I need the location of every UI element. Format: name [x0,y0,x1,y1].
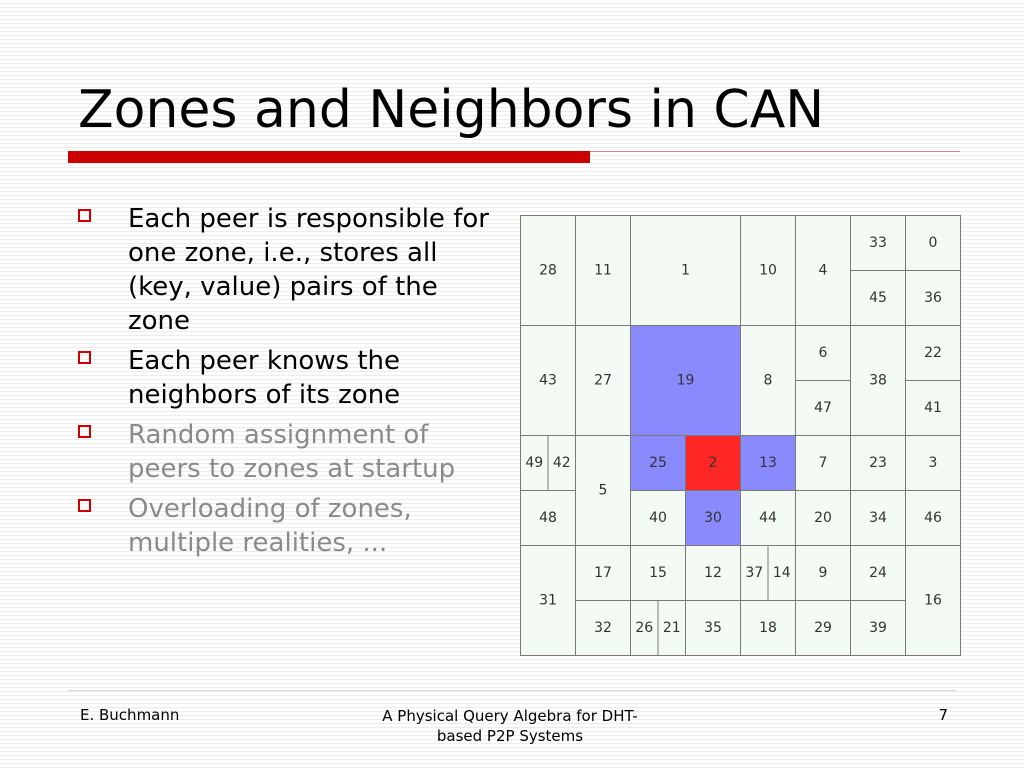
footer-talk-title-line1: A Physical Query Algebra for DHT- [382,707,638,725]
zone-21-label: 21 [662,620,681,636]
bullet-item [78,344,508,412]
zone-12-label: 12 [704,565,722,581]
zone-25-label: 25 [649,455,667,471]
zone-30-label: 30 [704,510,722,526]
zone-14-label: 14 [772,565,791,581]
zone-29-label: 29 [814,620,832,636]
bullet-item [78,418,508,486]
zone-35-label: 35 [704,620,722,636]
bullet-item [78,492,508,560]
zone-47-label: 47 [814,400,832,416]
zone-49-label: 49 [525,455,544,471]
footer-talk-title-line2: based P2P Systems [436,727,584,745]
zone-1-label: 1 [681,262,690,279]
footer-rule [68,690,956,691]
zone-43-label: 43 [539,372,557,389]
zone-36-label: 36 [924,290,942,306]
zone-11-label: 11 [594,262,612,279]
title-rule-thin [590,151,960,152]
bullet-text: Each peer knows the neighbors of its zone [128,346,401,410]
zone-2-label: 2 [708,455,718,471]
zone-8-label: 8 [763,372,773,389]
zone-34-label: 34 [869,510,887,526]
footer-talk-title [352,706,668,746]
zone-42-label: 42 [552,455,571,471]
hollow-square-icon [78,425,91,438]
hollow-square-icon [78,499,91,512]
zone-48-label: 48 [539,510,557,526]
can-zone-diagram [520,215,961,656]
bullet-text: Random assignment of peers to zones at startup [128,420,456,484]
zone-6-label: 6 [818,345,828,361]
zone-23-label: 23 [869,455,887,471]
zone-4-label: 4 [818,262,828,279]
zone-31-label: 31 [539,592,557,609]
zone-9-label: 9 [818,565,828,581]
zone-37-label: 37 [745,565,764,581]
zone-16-label: 16 [924,592,942,609]
bullet-text: Each peer is responsible for one zone, i.e., stores all (key, value) pairs of the zone [128,204,489,336]
zone-19-label: 19 [676,372,695,389]
can-zone-grid [520,215,961,656]
zone-27-label: 27 [594,372,612,389]
zone-38-label: 38 [869,372,887,389]
zone-24-label: 24 [869,565,887,581]
bullet-list [78,202,508,566]
zone-33-label: 33 [869,235,887,251]
zone-40-label: 40 [649,510,667,526]
zone-18-label: 18 [759,620,777,636]
footer-page-number: 7 [938,706,948,724]
footer-author: E. Buchmann [80,706,180,724]
zone-17-label: 17 [594,565,612,581]
zone-44-label: 44 [759,510,777,526]
zone-0-label: 0 [928,235,938,251]
bullet-item [78,202,508,338]
zone-20-label: 20 [814,510,832,526]
zone-22-label: 22 [924,345,942,361]
hollow-square-icon [78,209,91,222]
zone-46-label: 46 [924,510,942,526]
zone-41-label: 41 [924,400,942,416]
bullet-text: Overloading of zones, multiple realities, ... [128,494,412,558]
zone-10-label: 10 [759,262,777,279]
zone-45-label: 45 [869,290,887,306]
zone-5-label: 5 [598,482,608,499]
slide-title: Zones and Neighbors in CAN [78,80,825,140]
zone-26-label: 26 [635,620,654,636]
zone-39-label: 39 [869,620,887,636]
title-rule-thick [68,151,590,163]
zone-32-label: 32 [594,620,612,636]
zone-15-label: 15 [649,565,667,581]
zone-28-label: 28 [539,262,557,279]
zone-7-label: 7 [818,455,828,471]
hollow-square-icon [78,351,91,364]
zone-13-label: 13 [759,455,777,471]
zone-3-label: 3 [928,455,938,471]
